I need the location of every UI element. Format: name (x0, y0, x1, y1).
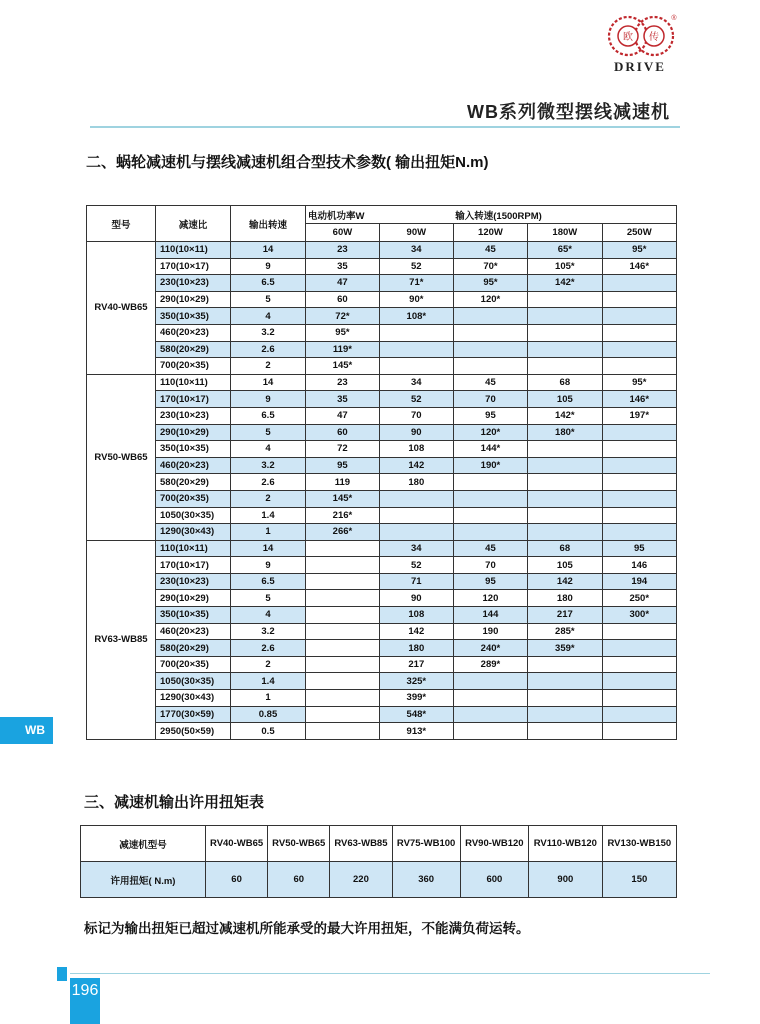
torque-cell (379, 324, 453, 341)
header-input-speed: 输入转速(1500RPM) (453, 206, 676, 224)
torque-cell (528, 441, 602, 458)
header-watt: 250W (602, 224, 676, 242)
torque-cell (453, 723, 527, 740)
torque-cell (528, 673, 602, 690)
torque-cell: 47 (306, 407, 380, 424)
torque-cell: 90 (379, 590, 453, 607)
torque-cell (602, 623, 676, 640)
torque-cell: 52 (379, 557, 453, 574)
model-cell: RV63-WB85 (87, 540, 156, 739)
torque-cell: 70 (453, 557, 527, 574)
torque-cell (528, 723, 602, 740)
table-row (87, 507, 677, 524)
speed-cell: 0.85 (231, 706, 306, 723)
table-row (87, 374, 677, 391)
torque-cell: 194 (602, 573, 676, 590)
allowable-torque: 60 (268, 862, 330, 898)
header-divider (90, 126, 680, 128)
torque-cell (453, 474, 527, 491)
model-name: RV110-WB120 (528, 826, 602, 862)
speed-cell: 1.4 (231, 507, 306, 524)
torque-cell (453, 358, 527, 375)
torque-cell (602, 441, 676, 458)
torque-cell: 90 (379, 424, 453, 441)
ratio-cell: 1770(30×59) (156, 706, 231, 723)
torque-cell: 142* (528, 275, 602, 292)
torque-cell (306, 557, 380, 574)
model-name: RV63-WB85 (330, 826, 392, 862)
page-number: 196 (70, 978, 100, 1024)
allowable-torque: 220 (330, 862, 392, 898)
allowable-torque: 360 (392, 862, 460, 898)
torque-cell: 60 (306, 291, 380, 308)
table-row (87, 607, 677, 624)
allowable-torque: 150 (602, 862, 676, 898)
table-row (87, 640, 677, 657)
table-row (87, 424, 677, 441)
torque-cell: 71 (379, 573, 453, 590)
torque-cell: 180 (528, 590, 602, 607)
ratio-cell: 460(20×23) (156, 324, 231, 341)
ratio-cell: 110(10×11) (156, 242, 231, 259)
table-row (87, 358, 677, 375)
torque-cell (453, 490, 527, 507)
ratio-cell: 700(20×35) (156, 656, 231, 673)
torque-cell: 95 (453, 407, 527, 424)
torque-cell: 146* (602, 391, 676, 408)
torque-cell (306, 573, 380, 590)
torque-cell: 146* (602, 258, 676, 275)
speed-cell: 6.5 (231, 407, 306, 424)
table-row (87, 557, 677, 574)
torque-cell: 217 (528, 607, 602, 624)
torque-cell: 60 (306, 424, 380, 441)
torque-cell: 52 (379, 258, 453, 275)
torque-cell (453, 524, 527, 541)
torque-cell (528, 291, 602, 308)
torque-cell: 95* (306, 324, 380, 341)
torque-cell: 95 (306, 457, 380, 474)
ratio-cell: 1290(30×43) (156, 524, 231, 541)
torque-cell: 65* (528, 242, 602, 259)
torque-cell: 95* (602, 242, 676, 259)
torque-cell (602, 275, 676, 292)
table-row (87, 690, 677, 707)
torque-cell: 70* (453, 258, 527, 275)
torque-cell (379, 341, 453, 358)
table-row (87, 524, 677, 541)
torque-cell (528, 457, 602, 474)
torque-cell: 35 (306, 258, 380, 275)
ratio-cell: 230(10×23) (156, 407, 231, 424)
torque-cell (528, 308, 602, 325)
speed-cell: 1.4 (231, 673, 306, 690)
side-tab-wb: WB (0, 717, 53, 744)
torque-cell (306, 623, 380, 640)
torque-cell (453, 324, 527, 341)
torque-cell (379, 490, 453, 507)
torque-cell (528, 656, 602, 673)
ratio-cell: 350(10×35) (156, 308, 231, 325)
torque-cell (306, 640, 380, 657)
torque-cell: 266* (306, 524, 380, 541)
footer-divider (70, 973, 710, 974)
ratio-cell: 350(10×35) (156, 607, 231, 624)
torque-cell: 144* (453, 441, 527, 458)
speed-cell: 5 (231, 590, 306, 607)
table-row (87, 308, 677, 325)
torque-cell: 108 (379, 607, 453, 624)
torque-cell: 180* (528, 424, 602, 441)
section3-title: 三、减速机输出许用扭矩表 (84, 794, 265, 811)
torque-cell (528, 690, 602, 707)
torque-cell: 95* (602, 374, 676, 391)
torque-cell: 108 (379, 441, 453, 458)
torque-cell: 144 (453, 607, 527, 624)
ratio-cell: 110(10×11) (156, 374, 231, 391)
torque-cell: 913* (379, 723, 453, 740)
document-title: WB系列微型摆线减速机 (467, 102, 670, 122)
torque-cell: 72 (306, 441, 380, 458)
speed-cell: 0.5 (231, 723, 306, 740)
table-row (87, 474, 677, 491)
torque-cell: 45 (453, 374, 527, 391)
table-row (87, 258, 677, 275)
torque-cell (306, 656, 380, 673)
torque-cell: 70 (379, 407, 453, 424)
torque-cell (306, 590, 380, 607)
torque-cell (306, 673, 380, 690)
torque-cell: 23 (306, 242, 380, 259)
table-row (87, 490, 677, 507)
ratio-cell: 230(10×23) (156, 275, 231, 292)
header-watt: 60W (306, 224, 380, 242)
table-row (87, 407, 677, 424)
torque-cell: 45 (453, 540, 527, 557)
torque-cell: 217 (379, 656, 453, 673)
torque-cell (453, 690, 527, 707)
drive-logo (606, 12, 678, 76)
speed-cell: 6.5 (231, 275, 306, 292)
torque-cell (306, 706, 380, 723)
page-marker (57, 967, 67, 981)
header-watt: 180W (528, 224, 602, 242)
torque-cell (453, 673, 527, 690)
header-model: 型号 (87, 206, 156, 242)
torque-cell (528, 324, 602, 341)
ratio-cell: 290(10×29) (156, 291, 231, 308)
allowable-torque: 900 (528, 862, 602, 898)
torque-cell (528, 507, 602, 524)
torque-cell: 180 (379, 640, 453, 657)
torque-cell: 120 (453, 590, 527, 607)
torque-cell: 52 (379, 391, 453, 408)
speed-cell: 14 (231, 242, 306, 259)
speed-cell: 2 (231, 490, 306, 507)
table-row (87, 441, 677, 458)
ratio-cell: 460(20×23) (156, 623, 231, 640)
torque-cell: 142* (528, 407, 602, 424)
torque-cell: 105* (528, 258, 602, 275)
ratio-cell: 230(10×23) (156, 573, 231, 590)
torque-cell: 34 (379, 540, 453, 557)
torque-cell (602, 424, 676, 441)
table-row (87, 341, 677, 358)
torque-cell (602, 341, 676, 358)
torque-cell: 120* (453, 291, 527, 308)
combination-torque-table (86, 205, 677, 740)
speed-cell: 5 (231, 291, 306, 308)
torque-cell (602, 308, 676, 325)
ratio-cell: 580(20×29) (156, 341, 231, 358)
table-row (87, 391, 677, 408)
header-power: 电动机功率W (306, 206, 454, 224)
torque-cell (528, 490, 602, 507)
ratio-cell: 1050(30×35) (156, 507, 231, 524)
header-ratio: 减速比 (156, 206, 231, 242)
table-row (87, 573, 677, 590)
torque-cell: 95 (602, 540, 676, 557)
torque-cell: 47 (306, 275, 380, 292)
speed-cell: 9 (231, 557, 306, 574)
torque-cell: 119* (306, 341, 380, 358)
torque-cell: 108* (379, 308, 453, 325)
torque-cell: 142 (528, 573, 602, 590)
allowable-torque: 600 (460, 862, 528, 898)
torque-cell (528, 524, 602, 541)
torque-cell: 34 (379, 242, 453, 259)
speed-cell: 6.5 (231, 573, 306, 590)
model-name: RV40-WB65 (206, 826, 268, 862)
torque-cell: 72* (306, 308, 380, 325)
torque-cell (453, 308, 527, 325)
ratio-cell: 700(20×35) (156, 358, 231, 375)
torque-cell (602, 656, 676, 673)
speed-cell: 1 (231, 690, 306, 707)
torque-cell (453, 706, 527, 723)
registered-mark: ® (671, 15, 677, 22)
ratio-cell: 170(10×17) (156, 557, 231, 574)
model-cell: RV40-WB65 (87, 242, 156, 375)
torque-cell (602, 706, 676, 723)
torque-cell (602, 474, 676, 491)
model-name: RV50-WB65 (268, 826, 330, 862)
torque-cell: 250* (602, 590, 676, 607)
torque-cell (306, 723, 380, 740)
torque-cell (602, 507, 676, 524)
speed-cell: 3.2 (231, 457, 306, 474)
torque-cell (453, 507, 527, 524)
table-row (87, 540, 677, 557)
ratio-cell: 110(10×11) (156, 540, 231, 557)
allowable-torque: 60 (206, 862, 268, 898)
torque-cell: 197* (602, 407, 676, 424)
speed-cell: 9 (231, 258, 306, 275)
logo-char-1: 欧 (623, 32, 633, 43)
model-cell: RV50-WB65 (87, 374, 156, 540)
torque-cell (306, 690, 380, 707)
header-watt: 120W (453, 224, 527, 242)
table-row (87, 590, 677, 607)
torque-cell: 105 (528, 391, 602, 408)
table-row (87, 673, 677, 690)
section2-title: 二、蜗轮减速机与摆线减速机组合型技术参数( 输出扭矩N.m) (86, 154, 489, 171)
torque-cell (528, 358, 602, 375)
torque-cell (602, 324, 676, 341)
logo-brand-text: DRIVE (614, 59, 666, 74)
ratio-cell: 2950(50×59) (156, 723, 231, 740)
torque-cell (306, 607, 380, 624)
torque-cell: 180 (379, 474, 453, 491)
ratio-cell: 350(10×35) (156, 441, 231, 458)
torque-cell: 216* (306, 507, 380, 524)
ratio-cell: 460(20×23) (156, 457, 231, 474)
speed-cell: 3.2 (231, 623, 306, 640)
torque-cell: 35 (306, 391, 380, 408)
torque-cell (602, 524, 676, 541)
ratio-cell: 1050(30×35) (156, 673, 231, 690)
torque-cell: 399* (379, 690, 453, 707)
footnote: 标记为输出扭矩已超过减速机所能承受的最大许用扭矩，不能满负荷运转。 (84, 921, 530, 936)
ratio-cell: 700(20×35) (156, 490, 231, 507)
speed-cell: 4 (231, 441, 306, 458)
torque-cell (306, 540, 380, 557)
speed-cell: 4 (231, 308, 306, 325)
torque-cell: 548* (379, 706, 453, 723)
torque-cell: 119 (306, 474, 380, 491)
torque-cell: 68 (528, 540, 602, 557)
torque-cell: 105 (528, 557, 602, 574)
torque-cell (602, 358, 676, 375)
torque-cell (602, 723, 676, 740)
table-row (87, 457, 677, 474)
torque-cell: 145* (306, 358, 380, 375)
torque-cell: 190 (453, 623, 527, 640)
torque-cell (379, 507, 453, 524)
torque-cell: 145* (306, 490, 380, 507)
header-watt: 90W (379, 224, 453, 242)
torque-cell: 95 (453, 573, 527, 590)
torque-cell: 95* (453, 275, 527, 292)
torque-cell: 71* (379, 275, 453, 292)
torque-cell (528, 706, 602, 723)
speed-cell: 2 (231, 656, 306, 673)
speed-cell: 9 (231, 391, 306, 408)
ratio-cell: 580(20×29) (156, 640, 231, 657)
torque-cell: 34 (379, 374, 453, 391)
speed-cell: 2.6 (231, 474, 306, 491)
speed-cell: 2 (231, 358, 306, 375)
torque-cell (602, 640, 676, 657)
torque-cell: 23 (306, 374, 380, 391)
logo-char-2: 传 (649, 32, 659, 43)
row-label-model: 减速机型号 (81, 826, 206, 862)
speed-cell: 1 (231, 524, 306, 541)
torque-cell (453, 341, 527, 358)
table-row (87, 656, 677, 673)
table-row (87, 723, 677, 740)
torque-cell: 190* (453, 457, 527, 474)
torque-cell (602, 457, 676, 474)
ratio-cell: 580(20×29) (156, 474, 231, 491)
ratio-cell: 1290(30×43) (156, 690, 231, 707)
ratio-cell: 170(10×17) (156, 391, 231, 408)
torque-cell: 146 (602, 557, 676, 574)
speed-cell: 2.6 (231, 341, 306, 358)
table-row (87, 275, 677, 292)
table-row (87, 706, 677, 723)
table-row (87, 242, 677, 259)
speed-cell: 5 (231, 424, 306, 441)
torque-cell: 120* (453, 424, 527, 441)
speed-cell: 2.6 (231, 640, 306, 657)
ratio-cell: 290(10×29) (156, 590, 231, 607)
table-row (87, 324, 677, 341)
torque-cell: 90* (379, 291, 453, 308)
header-speed: 输出转速 (231, 206, 306, 242)
speed-cell: 3.2 (231, 324, 306, 341)
torque-cell (602, 291, 676, 308)
torque-cell: 142 (379, 457, 453, 474)
torque-cell (528, 474, 602, 491)
table-row (87, 291, 677, 308)
row-label-torque: 许用扭矩( N.m) (81, 862, 206, 898)
model-name: RV90-WB120 (460, 826, 528, 862)
torque-cell: 142 (379, 623, 453, 640)
speed-cell: 14 (231, 374, 306, 391)
torque-cell: 68 (528, 374, 602, 391)
torque-cell (602, 673, 676, 690)
speed-cell: 14 (231, 540, 306, 557)
model-name: RV130-WB150 (602, 826, 676, 862)
torque-cell (602, 690, 676, 707)
torque-cell: 300* (602, 607, 676, 624)
ratio-cell: 170(10×17) (156, 258, 231, 275)
model-name: RV75-WB100 (392, 826, 460, 862)
torque-cell: 289* (453, 656, 527, 673)
torque-cell: 240* (453, 640, 527, 657)
torque-cell: 70 (453, 391, 527, 408)
torque-cell: 285* (528, 623, 602, 640)
torque-cell: 359* (528, 640, 602, 657)
ratio-cell: 290(10×29) (156, 424, 231, 441)
speed-cell: 4 (231, 607, 306, 624)
torque-cell (602, 490, 676, 507)
table-row (87, 623, 677, 640)
allowable-torque-table (80, 825, 677, 898)
torque-cell (528, 341, 602, 358)
torque-cell: 325* (379, 673, 453, 690)
torque-cell (379, 358, 453, 375)
torque-cell: 45 (453, 242, 527, 259)
torque-cell (379, 524, 453, 541)
